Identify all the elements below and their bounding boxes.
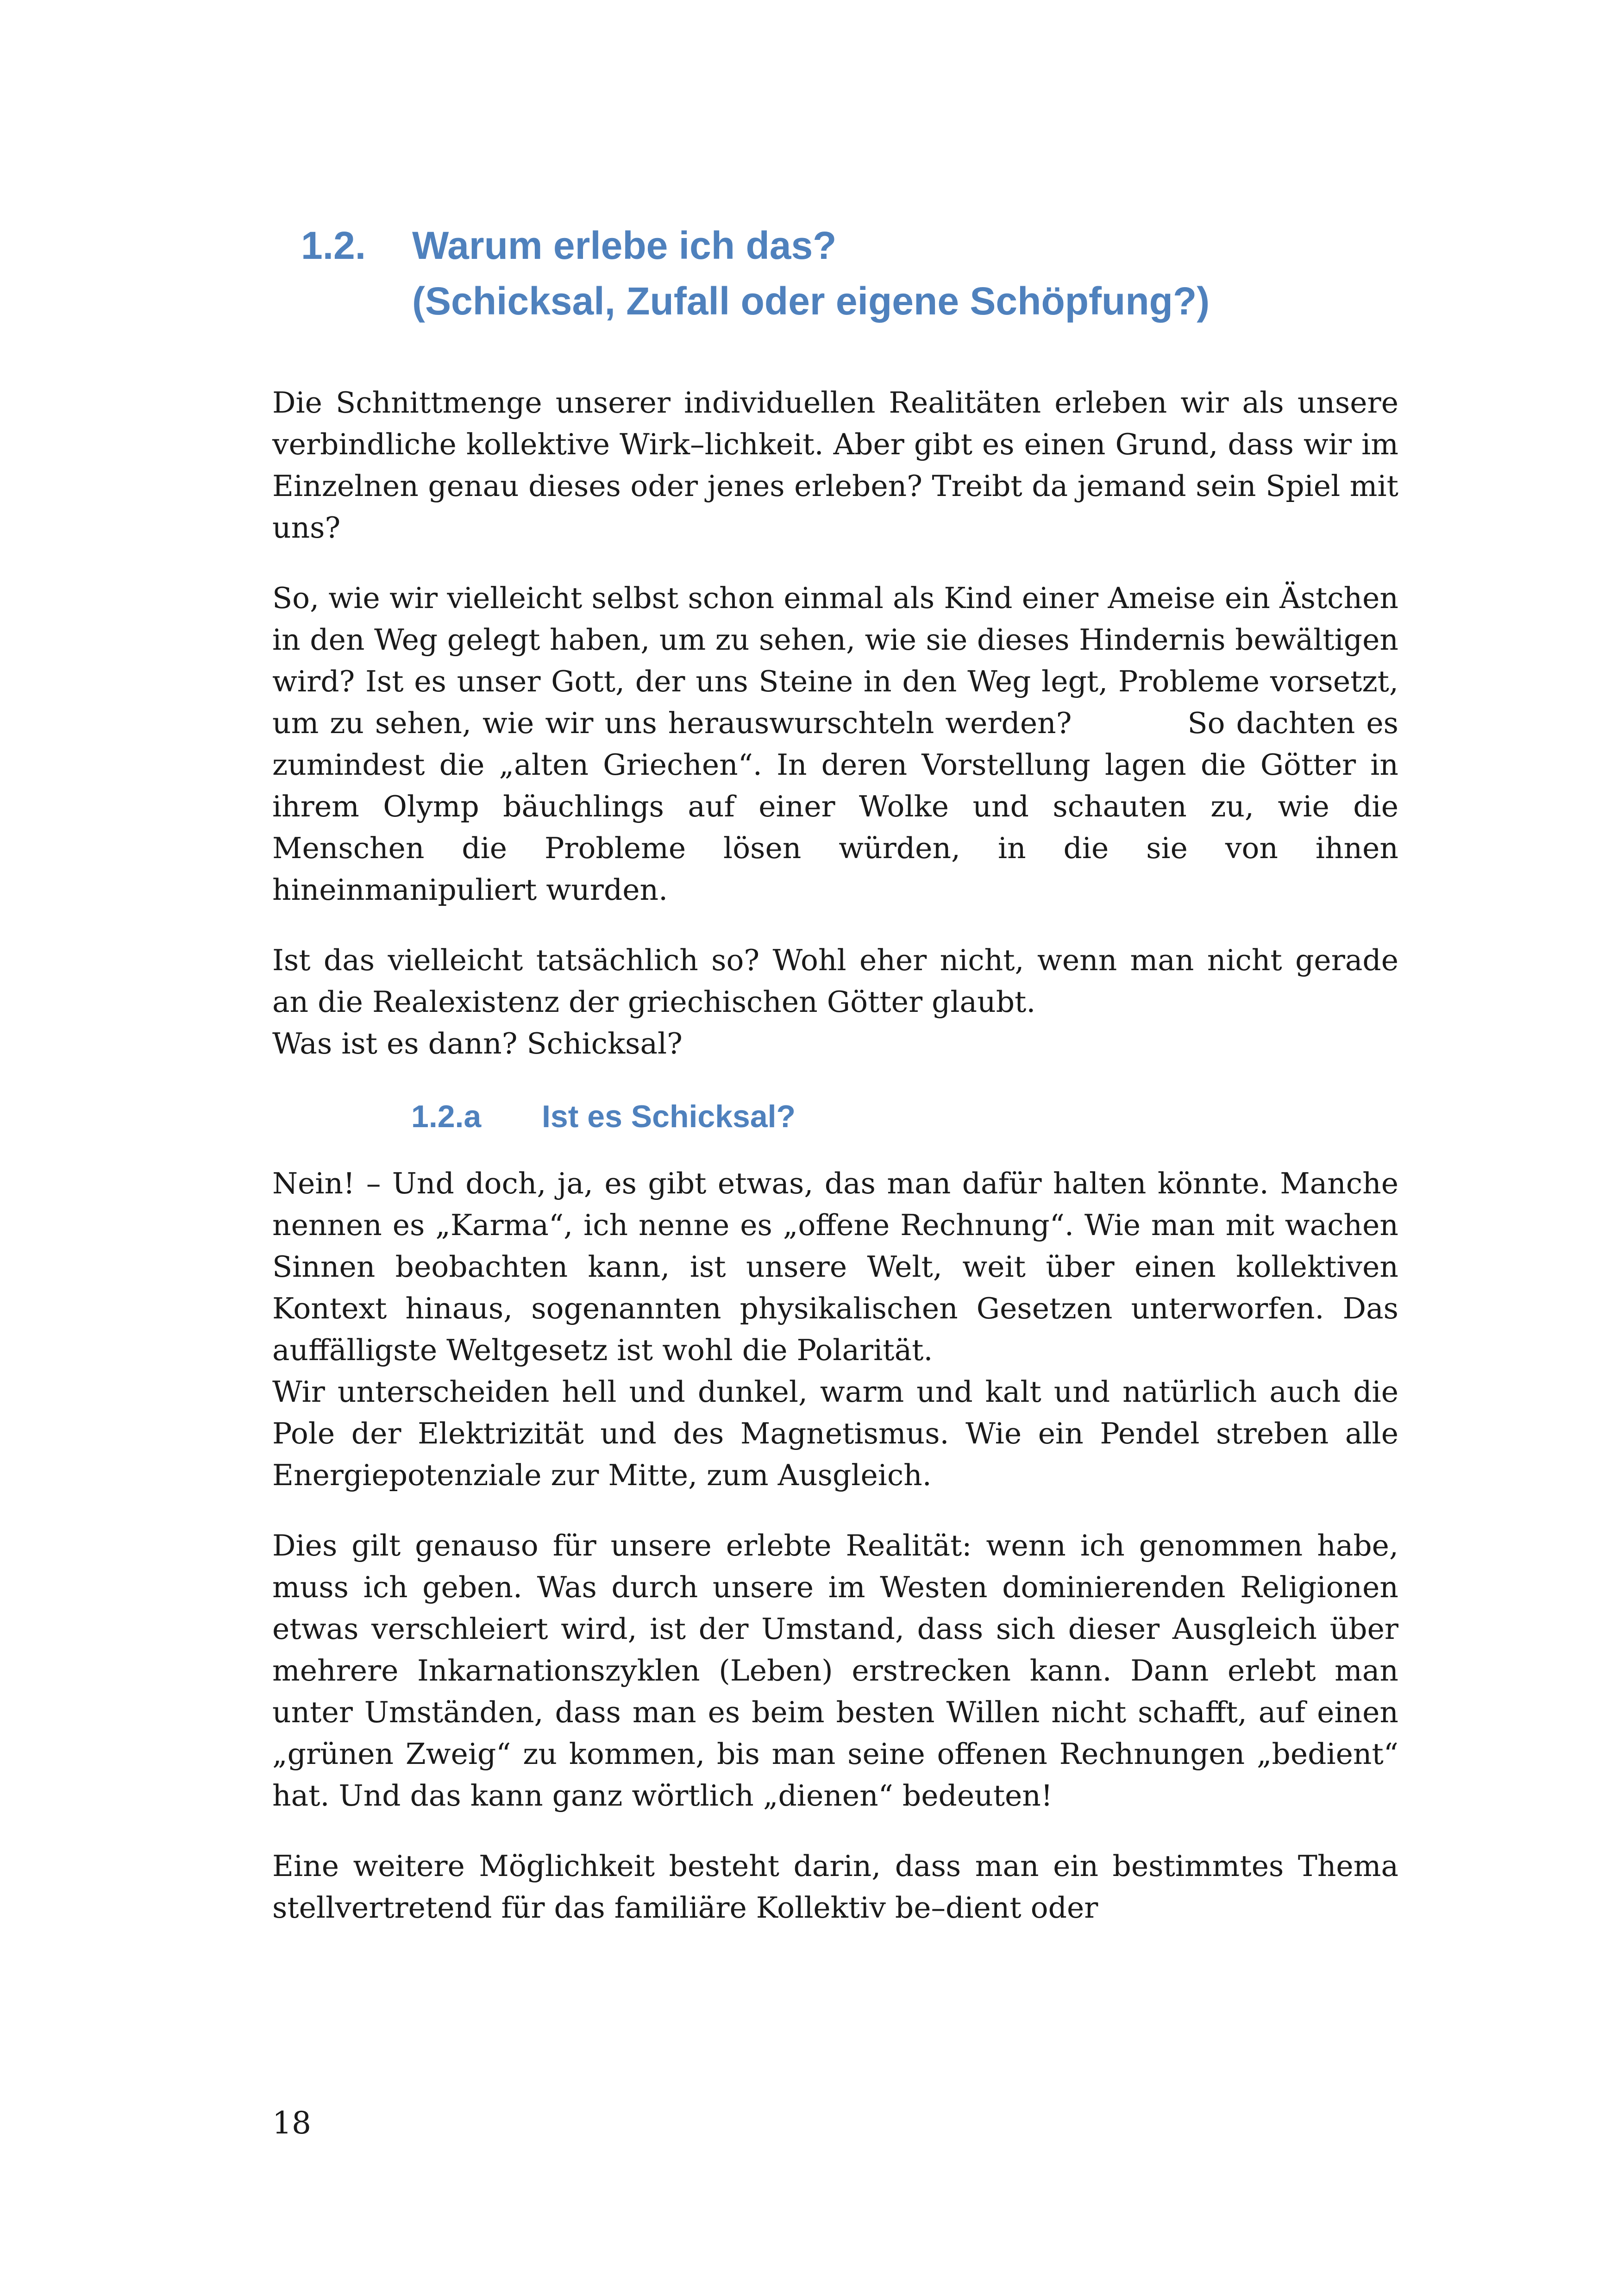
paragraph-2 (272, 577, 1398, 911)
paragraph-3-line-a: Ist das vielleicht tatsächlich so? Wohl eher nicht, wenn man nicht gerade an die Realexistenz der griechischen Götter glaubt. (272, 943, 1398, 1019)
page-number: 18 (272, 2105, 311, 2141)
paragraph-5: Dies gilt genauso für unsere erlebte Realität: wenn ich genommen habe, muss ich geben. Was durch unsere im Westen dominierenden Religionen etwas verschleiert wird, ist der Umstand, dass sich dieser Ausgleich über mehrere Inkarnationszyklen (Leben) erstrecken kann. Dann erlebt man unter Umständen, dass man es beim besten Willen nicht schafft, auf einen „grünen Zweig“ zu kommen, bis man seine offenen Rechnungen „bedient“ hat. Und das kann ganz wörtlich „dienen“ bedeuten! (272, 1529, 1398, 1813)
paragraph-1: Die Schnittmenge unserer individuellen Realitäten erleben wir als unsere verbindliche kollektive Wirk–lichkeit. Aber gibt es einen Grund, dass wir im Einzelnen genau dieses oder jenes erleben? Treibt da jemand sein Spiel mit uns? (272, 386, 1398, 545)
paragraph-2-part-b: So dachten es zumindest die „alten Griechen“. In deren Vorstellung lagen die Götter in ihrem Olymp bäuchlings auf einer Wolke und schauten zu, wie die Menschen die Probleme lösen würden, in die sie von ihnen hineinmanipuliert wurden. (272, 706, 1398, 907)
subsection-title: Ist es Schicksal? (542, 1099, 796, 1134)
paragraph-6: Eine weitere Möglichkeit besteht darin, dass man ein bestimmtes Thema stellvertretend für das familiäre Kollektiv be–dient oder (272, 1849, 1398, 1925)
paragraph-3-line-b: Was ist es dann? Schicksal? (272, 1027, 683, 1060)
paragraph-4-part-a: Nein! – Und doch, ja, es gibt etwas, das man dafür halten könnte. Manche nennen es „Karma“, ich nenne es „offene Rechnung“. Wie man mit wachen Sinnen beobachten kann, ist unsere Welt, weit über einen kollektiven Kontext hinaus, sogenannten physikalischen Gesetzen unterworfen. Das auffälligste Weltgesetz ist wohl die Polarität. (272, 1167, 1398, 1367)
section-title-line1: Warum erlebe ich das? (412, 224, 837, 267)
section-heading (301, 218, 1398, 329)
section-number: 1.2. (301, 224, 366, 267)
subsection-number: 1.2.a (411, 1099, 482, 1134)
section-title-line2: (Schicksal, Zufall oder eigene Schöpfung?) (412, 279, 1210, 323)
paragraph-4 (272, 1163, 1398, 1496)
subsection-heading (411, 1093, 1398, 1140)
paragraph-4-part-b: Wir unterscheiden hell und dunkel, warm und kalt und natürlich auch die Pole der Elektrizität und des Magnetismus. Wie ein Pendel streben alle Energiepotenziale zur Mitte, zum Ausgleich. (272, 1375, 1398, 1492)
paragraph-2-part-a: So, wie wir vielleicht selbst schon einmal als Kind einer Ameise ein Ästchen in den Weg gelegt haben, um zu sehen, wie sie dieses Hindernis bewältigen wird? Ist es unser Gott, der uns Steine in den Weg legt, Probleme vorsetzt, um zu sehen, wie wir uns herauswurschteln werden? (272, 581, 1398, 740)
paragraph-3 (272, 940, 1398, 1065)
page-content (272, 218, 1398, 1957)
